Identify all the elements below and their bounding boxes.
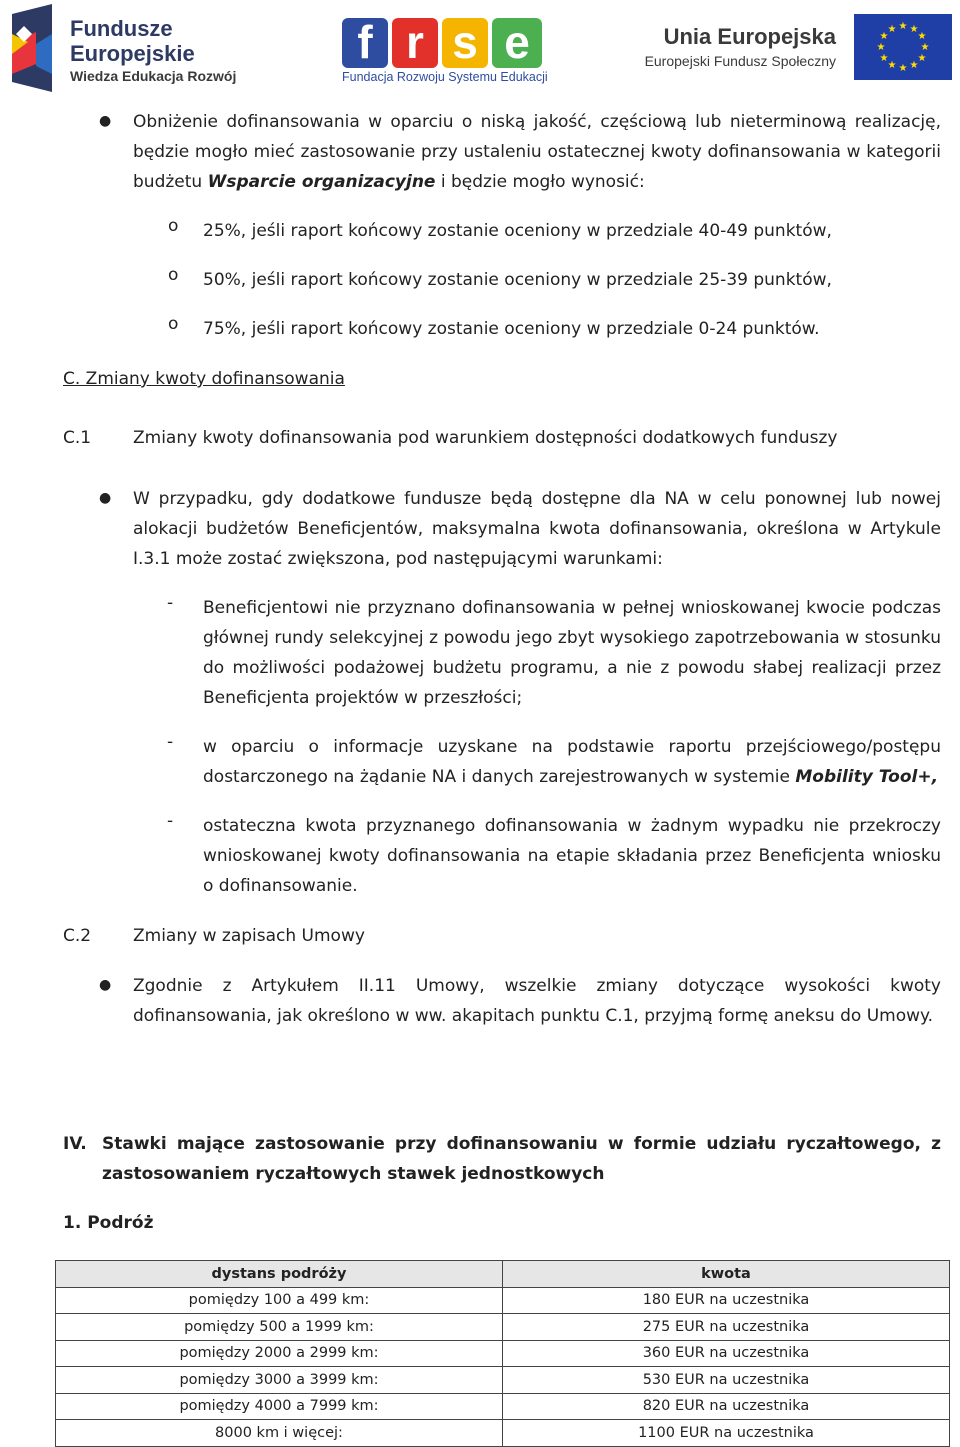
section-iv-title: Stawki mające zastosowanie przy dofinansowaniu w formie udziału ryczałtowego, z zastosowaniem ryczałtowych stawek jednostkowych xyxy=(102,1134,941,1184)
ue-logo-title: Unia Europejska xyxy=(663,24,836,49)
c2-number: C.2 xyxy=(63,926,92,946)
table-header-row xyxy=(56,1261,950,1288)
distance-cell: pomiędzy 100 a 499 km: xyxy=(56,1287,503,1314)
svg-text:★: ★ xyxy=(879,31,889,42)
bullet-marker: ● xyxy=(99,977,112,993)
svg-text:★: ★ xyxy=(898,63,908,74)
c1-title: Zmiany kwoty dofinansowania pod warunkiem dostępności dodatkowych funduszy xyxy=(133,428,838,448)
table-row xyxy=(56,1340,950,1367)
c1-condition-2 xyxy=(203,732,941,792)
svg-text:★: ★ xyxy=(909,24,919,35)
distance-cell: pomiędzy 500 a 1999 km: xyxy=(56,1314,503,1341)
eu-flag-icon xyxy=(854,14,952,80)
mobility-tool-emphasis: Mobility Tool+, xyxy=(795,767,939,787)
svg-text:★: ★ xyxy=(917,53,927,64)
distance-cell: pomiędzy 3000 a 3999 km: xyxy=(56,1367,503,1394)
table-row xyxy=(56,1314,950,1341)
bullet-marker: ● xyxy=(99,113,112,129)
section-iv-number: IV. xyxy=(63,1134,87,1154)
section-c-heading: C. Zmiany kwoty dofinansowania xyxy=(63,369,345,389)
reduction-item-2: 50%, jeśli raport końcowy zostanie oceniony w przedziale 25-39 punktów, xyxy=(203,270,832,290)
distance-cell: pomiędzy 4000 a 7999 km: xyxy=(56,1393,503,1420)
frse-letter-e: e xyxy=(504,16,530,68)
c1-condition-3: ostateczna kwota przyznanego dofinansowania w żadnym wypadku nie przekroczy wnioskowanej kwoty dofinansowania na etapie składania przez Beneficjenta wniosku o dofinansowanie. xyxy=(203,816,941,896)
c2-paragraph: Zgodnie z Artykułem II.11 Umowy, wszelkie zmiany dotyczące wysokości kwoty dofinansowania, jak określono w ww. akapitach punktu C.1, przyjmą formę aneksu do Umowy. xyxy=(133,976,941,1026)
svg-text:★: ★ xyxy=(898,21,908,32)
frse-letter-r: r xyxy=(406,16,424,68)
c1-number: C.1 xyxy=(63,428,92,448)
unia-europejska-logo xyxy=(636,14,956,84)
table-row xyxy=(56,1420,950,1447)
reduction-text-end: i będzie mogło wynosić: xyxy=(435,172,645,192)
dash-marker: - xyxy=(167,811,174,831)
amount-cell: 820 EUR na uczestnika xyxy=(502,1393,949,1420)
c2-title: Zmiany w zapisach Umowy xyxy=(133,926,365,946)
frse-logo xyxy=(340,14,548,88)
amount-cell: 530 EUR na uczestnika xyxy=(502,1367,949,1394)
fe-logo-line3: Wiedza Edukacja Rozwój xyxy=(70,68,237,84)
frse-letters-icon xyxy=(340,14,545,70)
bullet-marker: ● xyxy=(99,490,112,506)
c1-condition-2-text: w oparciu o informacje uzyskane na podstawie raportu przejściowego/postępu dostarczonego na żądanie NA i danych zarejestrowanych w systemie xyxy=(203,737,941,787)
distance-cell: 8000 km i więcej: xyxy=(56,1420,503,1447)
svg-text:★: ★ xyxy=(909,60,919,71)
frse-caption: Fundacja Rozwoju Systemu Edukacji xyxy=(342,70,548,84)
dash-marker: - xyxy=(167,732,174,752)
sub-bullet-marker: o xyxy=(168,314,179,334)
table-row xyxy=(56,1287,950,1314)
reduction-item-1: 25%, jeśli raport końcowy zostanie oceniony w przedziale 40-49 punktów, xyxy=(203,221,832,241)
sub-bullet-marker: o xyxy=(168,216,179,236)
travel-subheading: 1. Podróż xyxy=(63,1213,154,1233)
amount-cell: 180 EUR na uczestnika xyxy=(502,1287,949,1314)
svg-text:★: ★ xyxy=(887,24,897,35)
fe-flag-icon xyxy=(6,4,62,92)
svg-text:★: ★ xyxy=(917,31,927,42)
ue-logo-subtitle: Europejski Fundusz Społeczny xyxy=(644,53,836,69)
fe-logo-line1: Fundusze xyxy=(70,16,173,41)
travel-rates-table xyxy=(55,1260,950,1447)
c1-condition-1: Beneficjentowi nie przyznano dofinansowania w pełnej wnioskowanej kwocie podczas głównej rundy selekcyjnej z powodu jego zbyt wysokiego zapotrzebowania w stosunku do możliwości podażowej budżetu programu, a nie z powodu słabej realizacji przez Beneficjenta projektów w przeszłości; xyxy=(203,598,941,708)
header-amount: kwota xyxy=(502,1261,949,1288)
budget-category-emphasis: Wsparcie organizacyjne xyxy=(207,172,436,192)
svg-text:★: ★ xyxy=(920,42,930,53)
frse-letter-s: s xyxy=(452,16,478,68)
reduction-text: Obniżenie dofinansowania w oparciu o niską jakość, częściową lub nieterminową realizację, będzie mogło mieć zastosowanie przy ustaleniu ostatecznej kwoty dofinansowania w kategorii budżetu xyxy=(133,112,941,192)
header-distance: dystans podróży xyxy=(56,1261,503,1288)
frse-letter-f: f xyxy=(357,16,373,68)
svg-text:★: ★ xyxy=(887,60,897,71)
reduction-item-3: 75%, jeśli raport końcowy zostanie oceniony w przedziale 0-24 punktów. xyxy=(203,319,820,339)
amount-cell: 1100 EUR na uczestnika xyxy=(502,1420,949,1447)
distance-cell: pomiędzy 2000 a 2999 km: xyxy=(56,1340,503,1367)
svg-text:★: ★ xyxy=(876,42,886,53)
table-row xyxy=(56,1393,950,1420)
amount-cell: 360 EUR na uczestnika xyxy=(502,1340,949,1367)
fe-logo-line2: Europejskie xyxy=(70,41,195,66)
reduction-paragraph xyxy=(133,107,941,197)
dash-marker: - xyxy=(167,593,174,613)
table-row xyxy=(56,1367,950,1394)
page-header xyxy=(0,0,960,96)
c1-paragraph: W przypadku, gdy dodatkowe fundusze będą dostępne dla NA w celu ponownej lub nowej alokacji budżetów Beneficjentów, maksymalna kwota dofinansowania, określona w Artykule I.3.1 może zostać zwiększona, pod następującymi warunkami: xyxy=(133,489,941,569)
sub-bullet-marker: o xyxy=(168,265,179,285)
svg-text:★: ★ xyxy=(879,53,889,64)
amount-cell: 275 EUR na uczestnika xyxy=(502,1314,949,1341)
fundusze-europejskie-logo xyxy=(6,4,256,92)
